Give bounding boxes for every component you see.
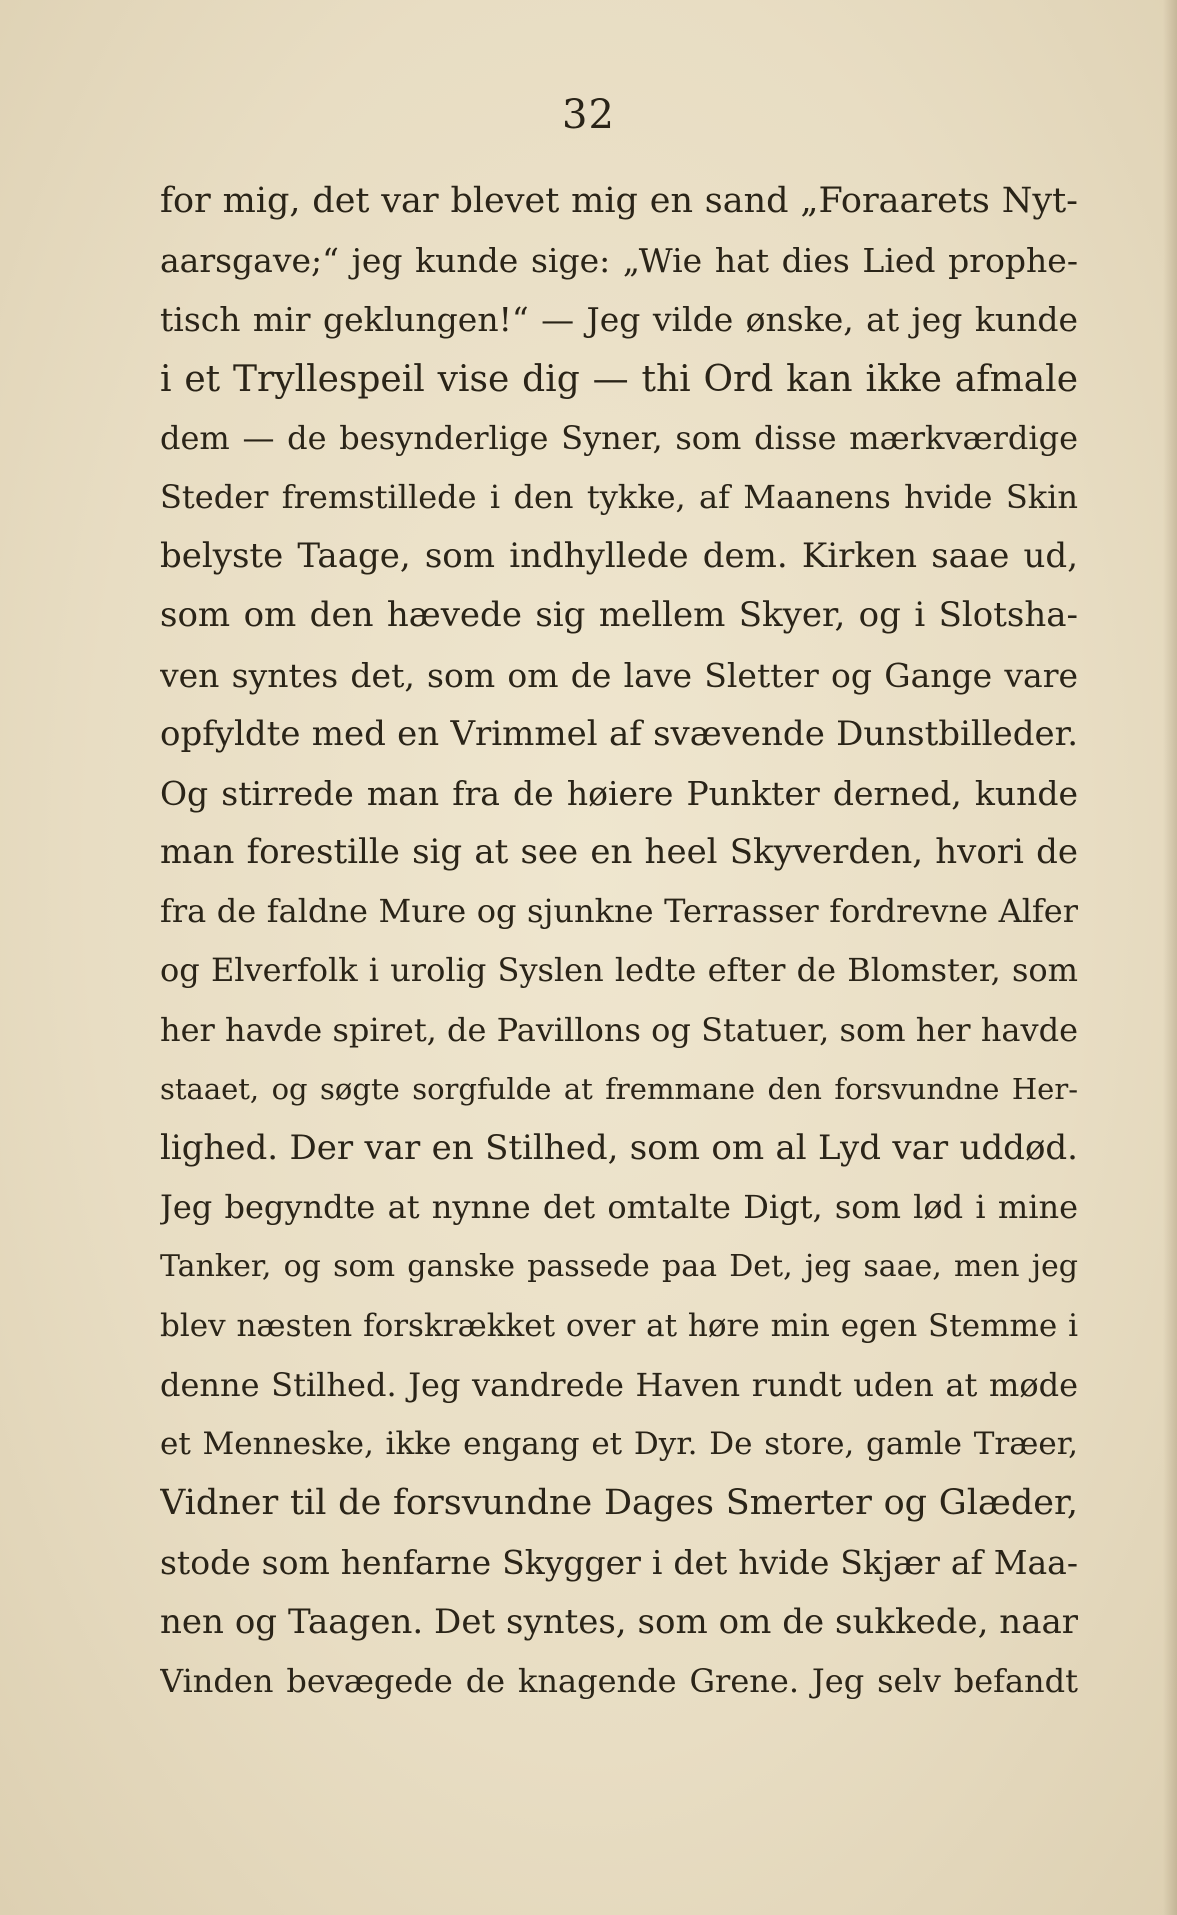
text-line: denne Stilhed. Jeg vandrede Haven rundt uden at møde bbox=[160, 1365, 1078, 1404]
text-line: aarsgave;“ jeg kunde sige: „Wie hat dies Lied prophe- bbox=[160, 241, 1078, 281]
text-line: et Menneske, ikke engang et Dyr. De store, gamle Træer, bbox=[160, 1425, 1078, 1462]
text-line: Vinden bevægede de knagende Grene. Jeg selv befandt bbox=[160, 1661, 1078, 1700]
body-text bbox=[160, 172, 1078, 1711]
text-line: ven syntes det, som om de lave Sletter og Gange vare bbox=[160, 655, 1078, 695]
text-line: blev næsten forskrækket over at høre min egen Stemme i bbox=[160, 1307, 1078, 1344]
text-line: staaet, og søgte sorgfulde at fremmane den forsvundne Her- bbox=[160, 1071, 1078, 1106]
page-edge-shadow bbox=[1163, 0, 1177, 1915]
text-line: tisch mir geklungen!“ — Jeg vilde ønske, at jeg kunde bbox=[160, 300, 1078, 340]
text-line: i et Tryllespeil vise dig — thi Ord kan ikke afmale bbox=[160, 358, 1078, 400]
text-line: fra de faldne Mure og sjunkne Terrasser fordrevne Alfer bbox=[160, 892, 1078, 931]
text-line: Tanker, og som ganske passede paa Det, jeg saae, men jeg bbox=[160, 1249, 1078, 1285]
text-line: belyste Taage, som indhyllede dem. Kirken saae ud, bbox=[160, 536, 1078, 577]
text-line: lighed. Der var en Stilhed, som om al Lyd var uddød. bbox=[160, 1128, 1078, 1168]
text-line: man forestille sig at see en heel Skyverden, hvori de bbox=[160, 832, 1078, 873]
text-line: og Elverfolk i urolig Syslen ledte efter de Blomster, som bbox=[160, 951, 1078, 990]
text-line: Jeg begyndte at nynne det omtalte Digt, som lød i mine bbox=[160, 1188, 1078, 1227]
page-number: 32 bbox=[562, 92, 615, 138]
text-line: stode som henfarne Skygger i det hvide Skjær af Maa- bbox=[160, 1543, 1078, 1583]
text-line: her havde spiret, de Pavillons og Statuer, som her havde bbox=[160, 1010, 1078, 1049]
text-line: Vidner til de forsvundne Dages Smerter og Glæder, bbox=[160, 1483, 1078, 1524]
text-line: nen og Taagen. Det syntes, som om de sukkede, naar bbox=[160, 1601, 1078, 1642]
text-line: Og stirrede man fra de høiere Punkter derned, kunde bbox=[160, 773, 1078, 813]
text-line: Steder fremstillede i den tykke, af Maanens hvide Skin bbox=[160, 477, 1078, 516]
text-line: opfyldte med en Vrimmel af svævende Dunstbilleder. bbox=[160, 713, 1078, 754]
text-line: dem — de besynderlige Syner, som disse mærkværdige bbox=[160, 418, 1078, 457]
text-line: som om den hævede sig mellem Skyer, og i Slotsha- bbox=[160, 595, 1078, 636]
text-line: for mig, det var blevet mig en sand „Foraarets Nyt- bbox=[160, 181, 1078, 221]
